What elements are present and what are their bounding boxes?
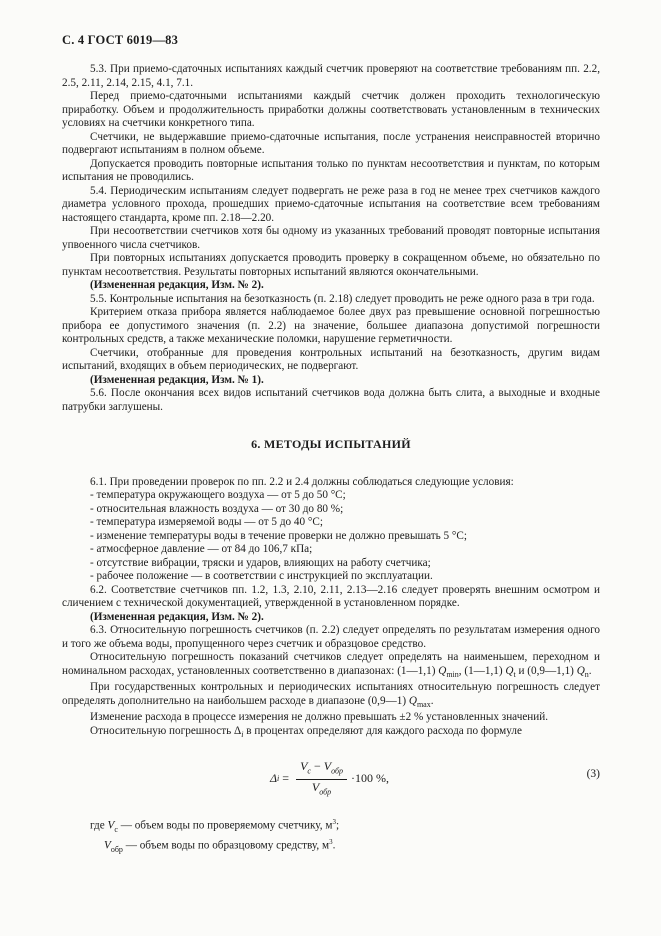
text-span: — объем воды по проверяемому счетчику, м xyxy=(117,819,333,832)
paragraph: 6.3. Относительную погрешность счетчиков (п. 2.2) следует определять по результатам измерения одного и того же объема воды, пропущенного через счетчик и образцовое средство. xyxy=(62,624,600,650)
symbol-q: Q xyxy=(505,664,514,677)
paragraph: (Измененная редакция, Изм. № 2). xyxy=(90,610,264,623)
superscript: 3 xyxy=(332,817,336,826)
superscript: 3 xyxy=(329,838,333,847)
paragraph: 5.4. Периодическим испытаниям следует подвергать не реже раза в год не менее трех счетчиков каждого диаметра условного прохода, прошедших приемо-сдаточные испытания на соответствие всем требованиям настоящего стандарта, кроме пп. 2.18—2.20. xyxy=(62,184,600,224)
paragraph: - относительная влажность воздуха — от 30 до 80 %; xyxy=(90,502,344,515)
paragraph: 5.6. После окончания всех видов испытаний счетчиков вода должна быть слита, а выходные и входные патрубки заглушены. xyxy=(62,387,600,413)
subscript: min xyxy=(446,669,459,679)
page-header: С. 4 ГОСТ 6019—83 xyxy=(62,33,179,47)
paragraph: (Измененная редакция, Изм. № 1). xyxy=(90,373,264,386)
symbol-q: Q xyxy=(438,664,447,677)
subscript: n xyxy=(584,669,589,679)
paragraph: 6.1. При проведении проверок по пп. 2.2 и 2.4 должны соблюдаться следующие условия: xyxy=(90,475,514,488)
paragraph-flow-change: Изменение расхода в процессе измерения не должно превышать ±2 % установленных значений. xyxy=(90,711,549,724)
symbol-v: V xyxy=(104,839,111,852)
formula-minus: − xyxy=(310,758,324,773)
paragraph: 6.2. Соответствие счетчиков пп. 1.2, 1.3, 2.10, 2.11, 2.13—2.16 следует проверять внешним осмотром и сличением с технической документацией, утвержденной в установленном порядке. xyxy=(62,583,600,609)
symbol-v: V xyxy=(107,819,115,832)
text-span: . xyxy=(430,694,434,707)
paragraph: Критерием отказа прибора является наблюдаемое более двух раз превышение основной погрешностью прибора ее допустимого значения (п. 2.2) на значение, большее диапазона допустимой погрешности контрольных средств, а также механические поломки, нарушение герметичности. xyxy=(62,306,600,345)
text-span: — объем воды по образцовому средству, м xyxy=(122,839,330,852)
paragraph: Допускается проводить повторные испытания только по пунктам несоответствия и пунктам, по которым испытания не проводились. xyxy=(62,157,600,183)
subscript: обр xyxy=(319,786,332,796)
equation-number: (3) xyxy=(586,767,600,780)
text-span: где xyxy=(90,819,108,832)
paragraph: - рабочее положение — в соответствии с инструкцией по эксплуатации. xyxy=(90,570,433,582)
subscript: i xyxy=(241,730,244,740)
paragraph: Счетчики, не выдержавшие приемо-сдаточные испытания, после устранения неисправностей вторично подвергают испытаниям в полном объеме. xyxy=(62,130,600,156)
text-span: . xyxy=(332,839,336,852)
symbol-q: Q xyxy=(576,664,585,677)
paragraph: (Измененная редакция, Изм. № 2). xyxy=(90,279,264,291)
document-body xyxy=(62,63,600,857)
formula-3 xyxy=(62,750,600,806)
paragraph: - температура окружающего воздуха — от 5 до 50 °С; xyxy=(90,489,346,501)
formula-lhs: Δ xyxy=(270,771,278,786)
paragraph-state-tests xyxy=(62,681,600,711)
text-span: в процентах определяют для каждого расхода по формуле xyxy=(243,724,522,737)
section-6-paragraphs xyxy=(62,476,600,652)
paragraph: Перед приемо-сдаточными испытаниями каждый счетчик должен проходить технологическую приработку. Объем и продолжительность приработки должны соответствовать установленным в технических условиях на счетчики конкретного типа. xyxy=(62,90,600,129)
definition-vobr xyxy=(104,836,600,856)
subscript: i xyxy=(277,774,280,784)
paragraph: Счетчики, отобранные для проведения контрольных испытаний на безотказность, другим видам испытаний, входящих в объем периодических, не подвергают. xyxy=(62,346,600,372)
subscript: t xyxy=(513,669,516,679)
section-heading: 6. МЕТОДЫ ИСПЫТАНИЙ xyxy=(251,437,411,451)
subscript: max xyxy=(416,699,431,709)
text-span: Относительную погрешность показаний счетчиков следует определять на наименьшем, переходном и номинальном расходах, установленных соответственно в диапазонах: (1—1,1) xyxy=(62,651,600,677)
definition-vc xyxy=(90,816,600,836)
text-span: , (1—1,1) xyxy=(458,664,506,677)
symbol-v: V xyxy=(311,779,320,794)
formula-tail: ·100 %, xyxy=(351,771,390,786)
paragraph-formula-intro xyxy=(62,725,600,742)
text-span: и (0,9—1,1) xyxy=(515,664,577,677)
paragraph: - температура измеряемой воды — от 5 до 40 °С; xyxy=(90,516,323,528)
text-span: При государственных контрольных и периодических испытаниях относительную погрешность следует определять дополнительно на наибольшем расходе в диапазоне (0,9—1) xyxy=(62,681,600,707)
symbol-v: V xyxy=(300,758,308,773)
formula-definitions xyxy=(62,816,600,857)
paragraph: 5.3. При приемо-сдаточных испытаниях каждый счетчик проверяют на соответствие требованиям пп. 2.2, 2.5, 2.11, 2.14, 2.15, 4.1, 7.1. xyxy=(62,63,600,89)
symbol-q: Q xyxy=(408,694,417,707)
fraction-denominator xyxy=(308,780,335,799)
paragraph: При повторных испытаниях допускается проводить проверку в сокращенном объеме, но обязательно по пунктам несоответствия. Результаты повторных испытаний являются окончательными. xyxy=(62,252,600,278)
subscript: обр xyxy=(331,766,344,776)
symbol-v: V xyxy=(323,758,332,773)
subscript: c xyxy=(307,766,311,776)
paragraph: - отсутствие вибрации, тряски и ударов, влияющих на работу счетчика; xyxy=(90,556,431,569)
section-5-paragraphs xyxy=(62,63,600,414)
paragraph: - изменение температуры воды в течение проверки не должно превышать 5 °С; xyxy=(90,529,467,542)
paragraph-flow-ranges xyxy=(62,651,600,681)
formula-equals: = xyxy=(282,771,290,786)
text-span: . xyxy=(588,664,592,677)
fraction-numerator xyxy=(296,760,347,780)
paragraph: - атмосферное давление — от 84 до 106,7 кПа; xyxy=(90,543,313,555)
paragraph: При несоответствии счетчиков хотя бы одному из указанных требований проводят повторные испытания упвоенного числа счетчиков. xyxy=(62,225,600,251)
subscript: обр xyxy=(110,845,123,855)
paragraph: 5.5. Контрольные испытания на безотказность (п. 2.18) следует проводить не реже одного раза в три года. xyxy=(90,292,595,305)
formula-fraction xyxy=(296,760,347,799)
text-span: Относительную погрешность Δ xyxy=(90,724,242,737)
formula-expression xyxy=(270,760,389,799)
text-span: ; xyxy=(335,819,340,832)
subscript: с xyxy=(114,824,118,834)
